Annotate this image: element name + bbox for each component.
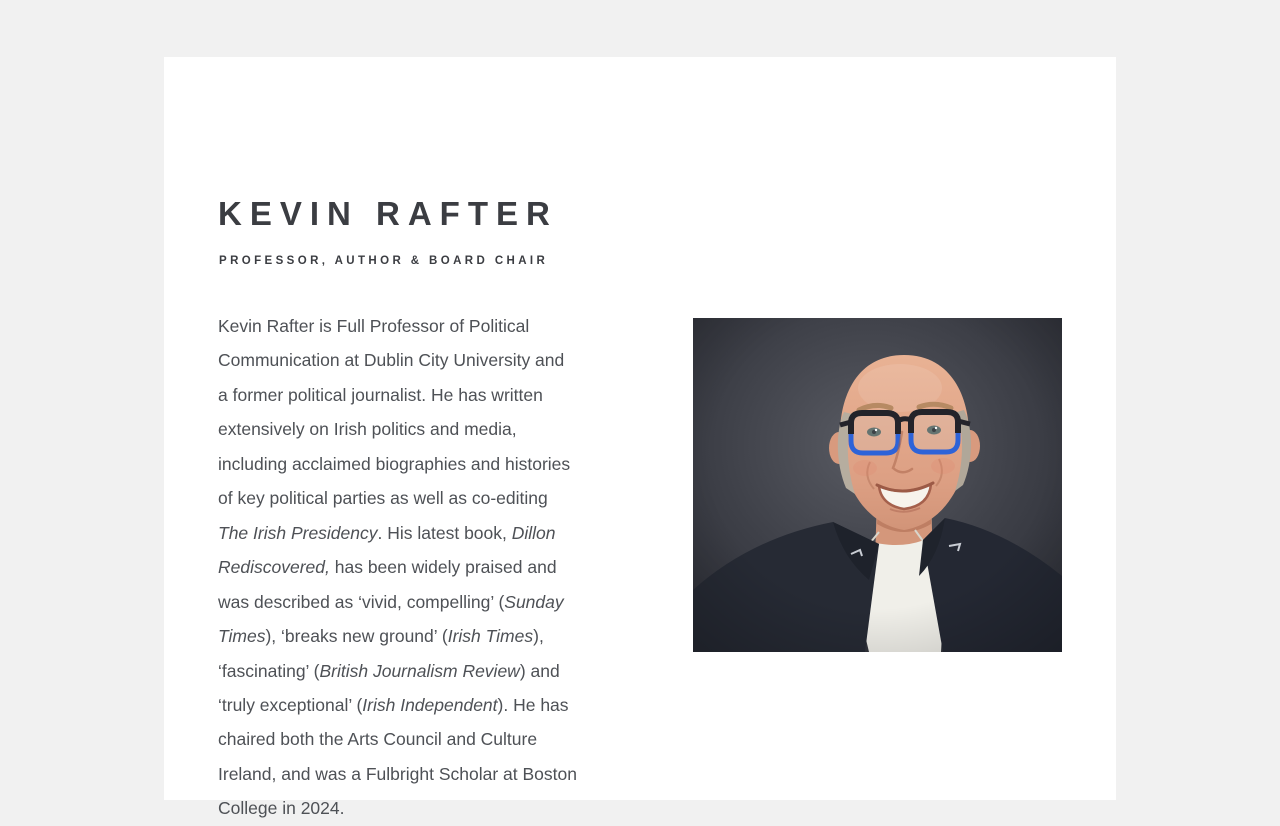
bio-line: Rediscovered, has been widely praised and (218, 557, 557, 578)
page-title: KEVIN RAFTER (218, 195, 558, 232)
portrait-photo (693, 318, 1062, 652)
bio-line: The Irish Presidency. His latest book, Dillon (218, 522, 556, 543)
bio-line: was described as ‘vivid, compelling’ (Sunday (218, 591, 564, 612)
bio-line: chaired both the Arts Council and Culture (218, 729, 538, 750)
bio-line: Communication at Dublin City University and (218, 350, 565, 371)
bio-line: including acclaimed biographies and histories (218, 453, 571, 474)
bio-line: ‘fascinating’ (British Journalism Review) and (218, 660, 560, 681)
bio-line: extensively on Irish politics and media, (218, 419, 517, 440)
bio-line: Kevin Rafter is Full Professor of Political (218, 316, 530, 336)
content-card (164, 57, 1116, 819)
bio-line: College in 2024. (218, 798, 345, 819)
bio-line: ‘truly exceptional’ (Irish Independent). He has (218, 694, 569, 715)
bio-line: Ireland, and was a Fulbright Scholar at Boston (218, 763, 577, 784)
page-subtitle: PROFESSOR, AUTHOR & BOARD CHAIR (219, 255, 549, 267)
bio-paragraph (218, 309, 618, 826)
bio-line: Times), ‘breaks new ground’ (Irish Times), (218, 626, 544, 647)
bio-line: of key political parties as well as co-editing (218, 488, 548, 509)
bio-line: a former political journalist. He has written (218, 384, 543, 405)
